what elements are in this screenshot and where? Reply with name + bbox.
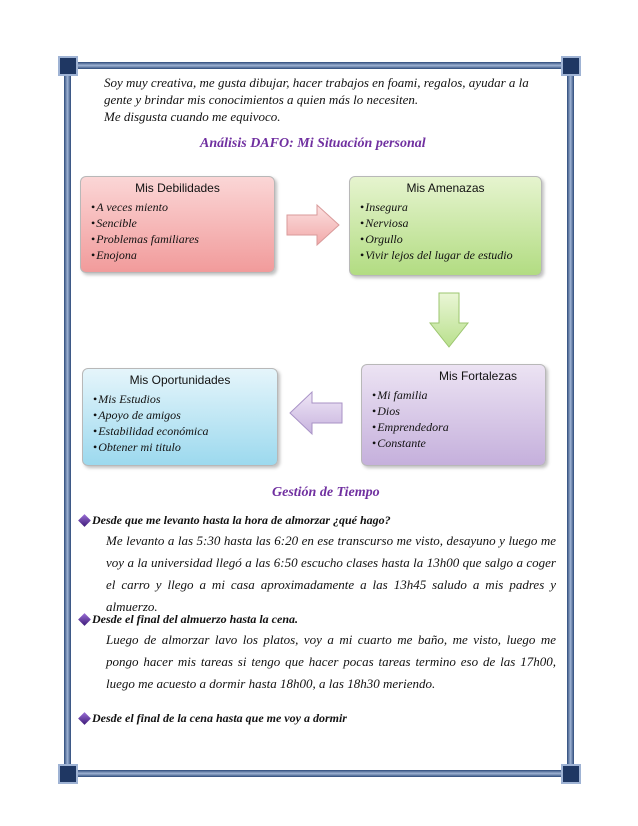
debilidades-list [91,199,264,263]
corner-ornament-icon [561,764,581,784]
fortalezas-title: Mis Fortalezas [438,369,517,383]
page-border-top [64,62,574,69]
oportunidades-title: Mis Oportunidades [129,373,231,387]
list-item: • Mi familia [372,387,535,403]
amenazas-list [360,199,531,263]
question-heading [76,711,556,726]
intro-paragraph [104,74,556,125]
intro-line: Soy muy creativa, me gusta dibujar, hacer trabajos en foami, regalos, ayudar a la gente y brindar mis conocimientos a quien más lo necesiten. [104,75,529,107]
oportunidades-box [82,368,278,466]
intro-line: Me disgusta cuando me equivoco. [104,109,281,124]
list-item: • Enojona [91,247,264,263]
list-item: • Nerviosa [360,215,531,231]
list-item: • A veces miento [91,199,264,215]
page-border-left [64,62,71,777]
list-item: • Constante [372,435,535,451]
question-text: Desde que me levanto hasta la hora de almorzar ¿qué hago? [92,513,391,527]
tiempo-section-night [76,711,556,726]
arrow-left-icon [288,390,344,436]
list-item: • Insegura [360,199,531,215]
amenazas-box [349,176,542,276]
corner-ornament-icon [58,56,78,76]
oportunidades-list [93,391,267,455]
question-text: Desde el final de la cena hasta que me voy a dormir [92,711,347,725]
answer-paragraph: Luego de almorzar lavo los platos, voy a mi cuarto me baño, me visto, luego me pongo hacer mis tareas si tengo que hacer pocas tareas termino eso de las 17h00, luego me acuesto a dormir hasta 18h00, a las 18h30 meriendo. [106,632,556,691]
corner-ornament-icon [58,764,78,784]
arrow-down-icon [428,291,470,349]
dafo-heading: Análisis DAFO: Mi Situación personal [200,136,426,151]
answer-paragraph: Me levanto a las 5:30 hasta las 6:20 en ese transcurso me visto, desayuno y luego me voy a la universidad llegó a las 6:50 escucho clases hasta la 13h00 que salgo a coger el carro y llego a mi casa aproximadamente a las 13h45 saludo a mis padres y almuerzo. [106,533,556,614]
fortalezas-list [372,387,535,451]
diamond-icon [78,613,91,626]
question-heading [76,513,556,528]
fortalezas-box [361,364,546,466]
diamond-icon [78,712,91,725]
list-item: • Obtener mi titulo [93,439,267,455]
list-item: • Problemas familiares [91,231,264,247]
list-item: • Estabilidad económica [93,423,267,439]
list-item: • Sencible [91,215,264,231]
debilidades-title: Mis Debilidades [135,181,220,195]
list-item: • Dios [372,403,535,419]
question-text: Desde el final del almuerzo hasta la cena. [92,612,298,626]
page-border-bottom [64,770,574,777]
list-item: • Emprendedora [372,419,535,435]
debilidades-box [80,176,275,273]
list-item: • Apoyo de amigos [93,407,267,423]
list-item: • Vivir lejos del lugar de estudio [360,247,531,263]
corner-ornament-icon [561,56,581,76]
tiempo-section-morning [76,513,556,618]
tiempo-section-afternoon [76,612,556,695]
tiempo-heading: Gestión de Tiempo [272,485,380,500]
list-item: • Mis Estudios [93,391,267,407]
amenazas-title: Mis Amenazas [406,181,485,195]
list-item: • Orgullo [360,231,531,247]
arrow-right-icon [285,203,341,247]
question-heading [76,612,556,627]
page-border-right [567,62,574,777]
diamond-icon [78,514,91,527]
